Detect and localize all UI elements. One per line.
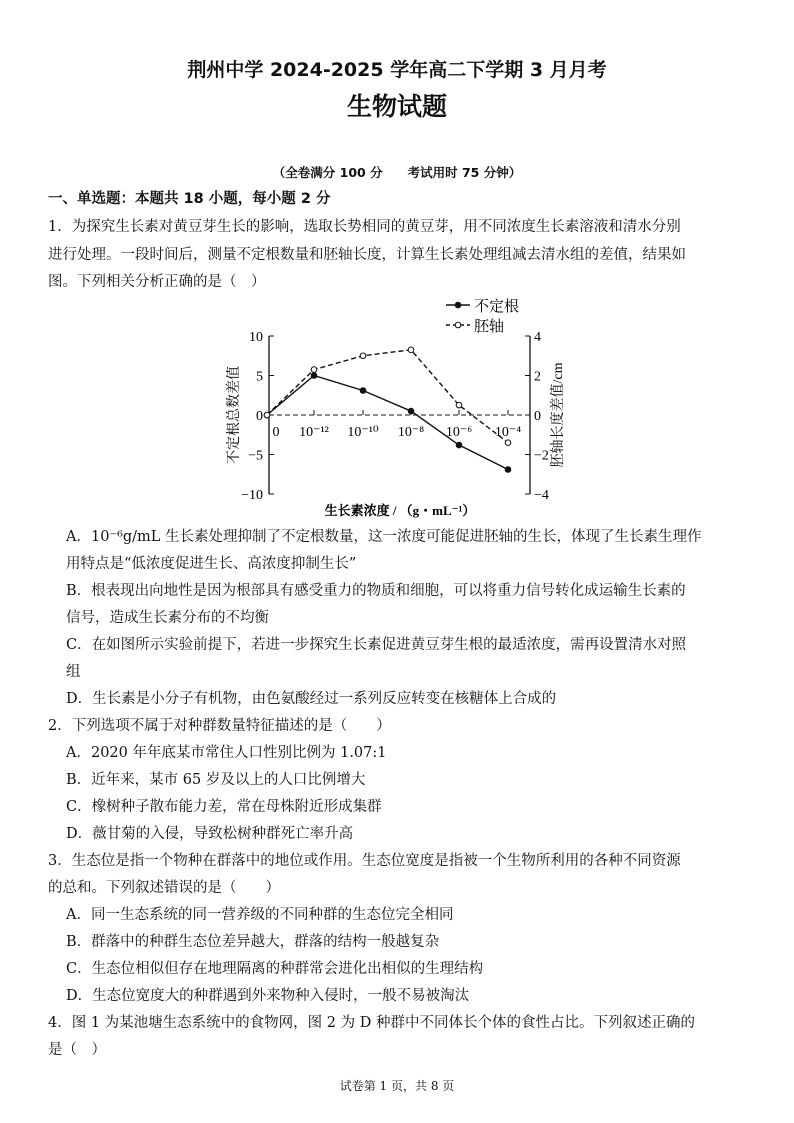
q1-option-c: C．在如图所示实验前提下，若进一步探究生长素促进黄豆芽生根的最适浓度，需再设置清水对照 (66, 637, 687, 653)
q3-option-d: D．生态位宽度大的种群遇到外来物种入侵时，一般不易被淘汰 (66, 988, 470, 1004)
x-tick-label: 10⁻⁸ (397, 425, 425, 440)
x-axis-label: 生长素浓度 / （g・mL⁻¹） (324, 503, 476, 518)
exam-title: 荆州中学 2024-2025 学年高二下学期 3 月月考 (187, 59, 607, 81)
x-tick-label: 10⁻¹² (299, 425, 329, 440)
left-tick-label: 10 (249, 330, 263, 345)
right-tick-label: −4 (534, 488, 549, 503)
q3-option-b: B．群落中的种群生态位差异越大，群落的结构一般越复杂 (66, 934, 440, 950)
data-point (311, 367, 317, 373)
q4-line: 4．图 1 为某池塘生态系统中的食物网，图 2 为 D 种群中不同体长个体的食性占比。下列叙述正确的 (48, 1015, 695, 1031)
x-tick-label: 10⁻⁴ (494, 425, 522, 440)
data-point (360, 353, 366, 359)
q2-option-d: D．薇甘菊的入侵，导致松树种群死亡率升高 (66, 826, 354, 842)
page-footer: 试卷第 1 页，共 8 页 (339, 1079, 455, 1093)
data-point (408, 408, 414, 414)
q3-line: 3．生态位是指一个物种在群落中的地位或作用。生态位宽度是指被一个生物所利用的各种不同资源 (48, 853, 681, 869)
right-tick-label: −2 (534, 448, 549, 464)
left-tick-label: −10 (241, 488, 263, 503)
data-point (505, 467, 511, 473)
left-axis-label: 不定根总数差值 (227, 366, 242, 464)
left-tick-label: 5 (256, 369, 263, 385)
q3-line: 的总和。下列叙述错误的是（ ） (48, 880, 280, 896)
left-tick-label: 0 (256, 409, 263, 424)
data-point (264, 412, 270, 418)
q4-line: 是（ ） (48, 1042, 106, 1058)
data-point (311, 373, 317, 379)
data-point (360, 388, 366, 394)
q2-option-b: B．近年来，某市 65 岁及以上的人口比例增大 (66, 772, 366, 788)
q2-option-a: A．2020 年年底某市常住人口性别比例为 1.07:1 (66, 745, 387, 761)
q1-chart (220, 295, 580, 520)
section-heading: 一、单选题：本题共 18 小题，每小题 2 分 (48, 191, 331, 207)
q1-option-a: A．10⁻⁶g/mL 生长素处理抑制了不定根数量，这一浓度可能促进胚轴的生长，体现了生长素生理作 (66, 529, 702, 545)
series-line-root (267, 376, 508, 470)
q1-option-a-cont: 用特点是“低浓度促进生长、高浓度抑制生长” (66, 556, 357, 572)
right-tick-label: 0 (534, 409, 541, 424)
data-point (408, 347, 414, 353)
q1-option-c-cont: 组 (66, 664, 81, 680)
q3-option-a: A．同一生态系统的同一营养级的不同种群的生态位完全相同 (66, 907, 454, 923)
right-tick-label: 2 (534, 369, 541, 385)
data-point (505, 440, 511, 446)
legend-label: 胚轴 (474, 319, 505, 335)
q2-option-c: C．橡树种子散布能力差，常在母株附近形成集群 (66, 799, 382, 815)
data-point (456, 442, 462, 448)
x-tick-label: 0 (272, 425, 280, 440)
q1-line: 1．为探究生长素对黄豆芽生长的影响，选取长势相同的黄豆芽，用不同浓度生长素溶液和清水分别 (48, 219, 681, 235)
q3-option-c: C．生态位相似但存在地理隔离的种群常会进化出相似的生理结构 (66, 961, 484, 977)
subject-title: 生物试题 (346, 92, 447, 121)
legend-marker (455, 302, 461, 308)
q1-line: 进行处理。一段时间后，测量不定根数量和胚轴长度，计算生长素处理组减去清水组的差值，结果如 (48, 247, 686, 263)
q2-stem: 2．下列选项不属于对种群数量特征描述的是（ ） (48, 718, 391, 734)
q1-option-b: B．根表现出向地性是因为根部具有感受重力的物质和细胞，可以将重力信号转化成运输生长素的 (66, 583, 686, 599)
exam-info: （全卷满分 100 分 考试用时 75 分钟） (272, 165, 522, 180)
q1-option-d: D．生长素是小分子有机物，由色氨酸经过一系列反应转变在核糖体上合成的 (66, 691, 557, 707)
q1-line: 图。下列相关分析正确的是（ ） (48, 274, 266, 290)
left-tick-label: −5 (248, 448, 263, 464)
legend-label: 不定根 (474, 299, 520, 315)
right-axis-label: 胚轴长度差值/cm (551, 362, 566, 468)
x-tick-label: 10⁻⁶ (445, 425, 473, 440)
data-point (456, 402, 462, 408)
x-tick-label: 10⁻¹⁰ (347, 425, 379, 440)
right-tick-label: 4 (534, 330, 541, 345)
q1-option-b-cont: 信号，造成生长素分布的不均衡 (66, 610, 269, 626)
legend-marker (455, 322, 461, 328)
